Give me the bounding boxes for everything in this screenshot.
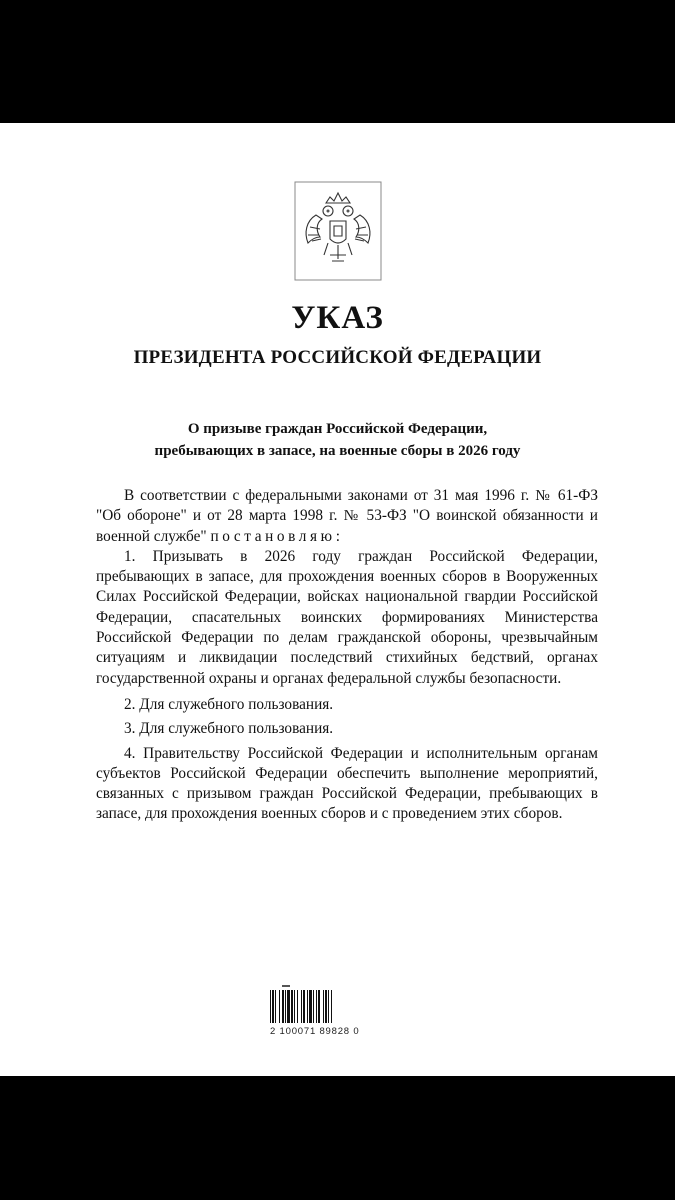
barcode-bar (294, 990, 295, 1023)
issuer-title: ПРЕЗИДЕНТА РОССИЙСКОЙ ФЕДЕРАЦИИ (133, 347, 542, 368)
barcode-bar (331, 990, 332, 1023)
decree-title-line-2: пребывающих в запасе, на военные сборы в 2026 году (154, 443, 521, 459)
barcode-bar (313, 990, 314, 1023)
barcode-bar (279, 990, 280, 1023)
item-2: 2. Для служебного пользования. (124, 695, 334, 713)
item-1: 1. Призывать в 2026 году граждан Российской Федерации, пребывающих в запасе, для прохождения военных сборов в Вооруженных Силах Российской Федерации, войсках национальной гвардии Российской Федерации, спасательных воинских формированиях Министерства Российской Федерации по делам гражданской обороны, чрезвычайным ситуациям и ликвидации последствий стихийных бедствий, органах государственной охраны и органах федеральной службы безопасности. (96, 547, 598, 687)
barcode (268, 985, 364, 1025)
barcode-bar (270, 990, 271, 1023)
barcode-bar (282, 990, 284, 1023)
barcode-bar (272, 990, 274, 1023)
decree-word: постановляю: (210, 527, 344, 545)
item-3: 3. Для служебного пользования. (124, 720, 334, 738)
barcode-bar (318, 990, 320, 1023)
document-page (0, 123, 675, 1076)
barcode-bar (275, 990, 276, 1023)
item-4: 4. Правительству Российской Федерации и исполнительным органам субъектов Российской Федерации обеспечить выполнение мероприятий, связанных с призывом граждан Российской Федерации, пребывающих в запасе, для прохождения военных сборов и с проведением этих сборов. (96, 744, 598, 823)
barcode-bar (328, 990, 329, 1023)
barcode-bar (285, 990, 286, 1023)
barcode-bar (316, 990, 317, 1023)
coat-of-arms-icon (294, 181, 382, 281)
barcode-bar (291, 990, 293, 1023)
preamble-paragraph (96, 486, 598, 547)
barcode-bar (303, 990, 305, 1023)
preamble-text: В соответствии с федеральными законами от 31 мая 1996 г. № 61-ФЗ "Об обороне" и от 28 марта 1998 г. № 53-ФЗ "О воинской обязанности и военной службе" (96, 487, 598, 545)
barcode-bar (323, 990, 324, 1023)
barcode-bar (325, 990, 327, 1023)
document-type: УКАЗ (291, 300, 384, 336)
decree-body (96, 486, 598, 825)
barcode-bar (297, 990, 298, 1023)
barcode-bar (301, 990, 302, 1023)
barcode-bar (287, 990, 290, 1023)
decree-title-line-1: О призыве граждан Российской Федерации, (187, 421, 488, 437)
barcode-number: 2 100071 89828 0 (270, 1026, 360, 1037)
barcode-bar (309, 990, 312, 1023)
barcode-bar (307, 990, 308, 1023)
